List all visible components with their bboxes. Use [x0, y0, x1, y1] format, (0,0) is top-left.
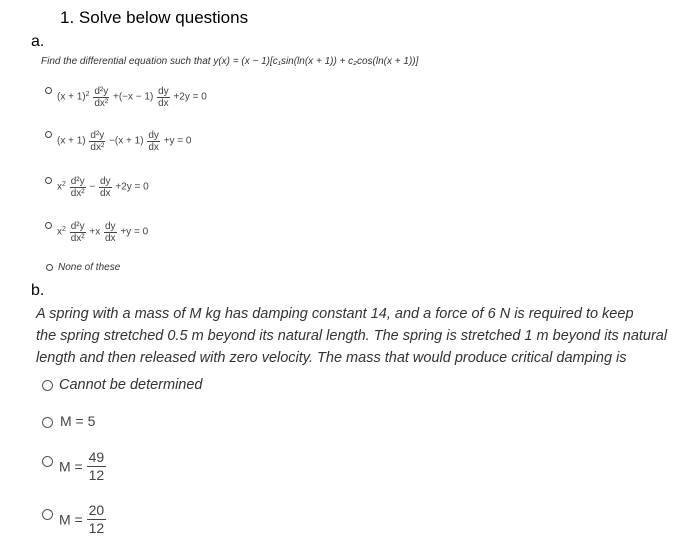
part-b-question-line-3: length and then released with zero velocity. The mass that would produce critical damping is — [36, 350, 627, 366]
fraction-20-over-12: $\frac{20}{12}$ — [88, 502, 105, 536]
first-derivative-fraction: $\frac{dy}{dx}$ — [105, 221, 116, 244]
equation-term: (x + 1) — [57, 135, 86, 147]
equation-term: +x — [89, 226, 101, 238]
exponent: 2 — [62, 225, 66, 233]
option-a1-radio[interactable] — [45, 87, 52, 94]
second-derivative-fraction: $\frac{\text{d²y}}{\text{dx²}}$ — [94, 86, 109, 109]
second-derivative-fraction: $\frac{\text{d²y}}{\text{dx²}}$ — [90, 130, 105, 153]
option-a3-radio[interactable] — [45, 177, 52, 184]
option-a5-radio[interactable] — [46, 264, 53, 271]
part-a-label: a. — [31, 33, 45, 50]
first-derivative-fraction: $\frac{dy}{dx}$ — [148, 130, 159, 153]
option-b1-radio[interactable] — [42, 380, 53, 391]
equation-term: x — [57, 181, 62, 193]
option-b4-radio[interactable] — [42, 509, 53, 520]
option-m-equals-5-label[interactable]: M = 5 — [60, 413, 96, 429]
option-a4-radio[interactable] — [45, 222, 52, 229]
option-a4-equation[interactable] — [57, 221, 148, 244]
equation-term: − — [89, 181, 96, 193]
equation-term: +y = 0 — [163, 135, 192, 147]
fraction-49-over-12: $\frac{49}{12}$ — [88, 449, 105, 483]
m-equals-prefix: M = — [59, 511, 83, 528]
option-b3-radio[interactable] — [42, 456, 53, 467]
exponent: 2 — [85, 90, 90, 98]
part-b-question-line-2: the spring stretched 0.5 m beyond its natural length. The spring is stretched 1 m beyond its natural — [36, 328, 668, 344]
equation-term: +2y = 0 — [173, 91, 207, 103]
first-derivative-fraction: $\frac{dy}{dx}$ — [158, 86, 169, 109]
equation-term: +(−x − 1) — [113, 91, 154, 103]
part-b-label: b. — [31, 282, 45, 299]
option-a1-equation[interactable] — [57, 86, 207, 109]
exponent: 2 — [62, 180, 66, 188]
option-cannot-be-determined-label[interactable]: Cannot be determined — [59, 377, 203, 393]
question-heading: 1. Solve below questions — [60, 8, 249, 27]
equation-term: (x + 1) — [57, 91, 86, 103]
first-derivative-fraction: $\frac{dy}{dx}$ — [100, 176, 111, 199]
option-m-20-12[interactable] — [59, 502, 106, 537]
option-m-49-12[interactable] — [59, 449, 106, 484]
option-a2-equation[interactable] — [57, 130, 192, 153]
equation-term: +2y = 0 — [115, 181, 149, 193]
option-a2-radio[interactable] — [45, 131, 52, 138]
equation-term: x — [57, 226, 62, 238]
option-none-of-these-label[interactable]: None of these — [58, 262, 121, 273]
option-b2-radio[interactable] — [42, 417, 53, 428]
equation-term: +y = 0 — [120, 226, 149, 238]
part-a-question: Find the differential equation such that y(x) = (x − 1)[c₁sin(ln(x + 1)) + c₂cos(ln(x + 1))] — [41, 56, 419, 67]
m-equals-prefix: M = — [59, 458, 83, 475]
second-derivative-fraction: $\frac{\text{d²y}}{\text{dx²}}$ — [70, 176, 85, 199]
equation-term: −(x + 1) — [109, 135, 144, 147]
part-b-question-line-1: A spring with a mass of M kg has damping constant 14, and a force of 6 N is required to keep — [36, 306, 634, 322]
option-a3-equation[interactable] — [57, 176, 149, 199]
second-derivative-fraction: $\frac{\text{d²y}}{\text{dx²}}$ — [70, 221, 85, 244]
